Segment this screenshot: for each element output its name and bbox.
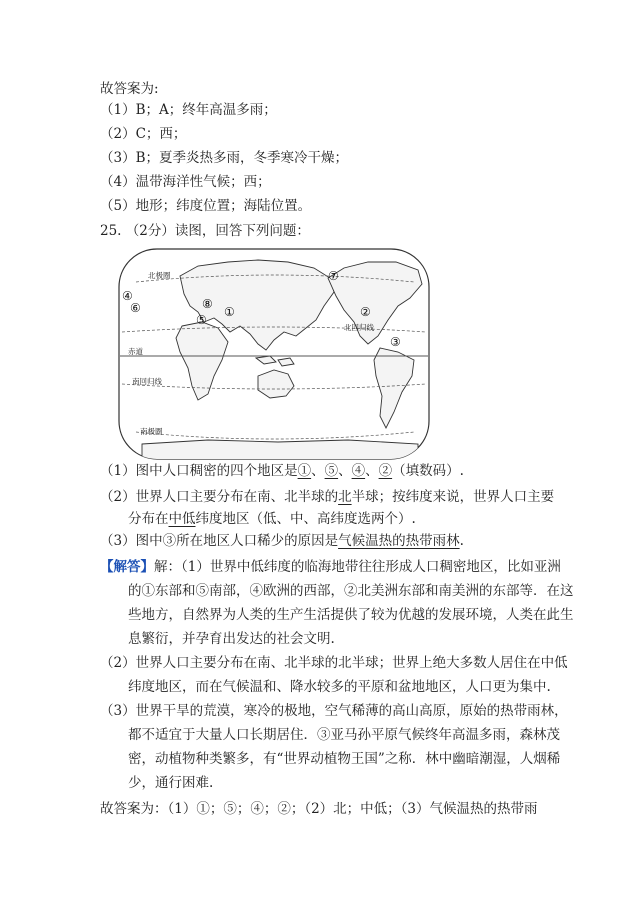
tropic-cancer-label: 北回归线 <box>344 323 374 332</box>
solution-p3-line-4: 少，通行困难. <box>128 775 214 791</box>
q1-sep-3: 、 <box>365 463 379 479</box>
q3-suffix: . <box>459 533 464 549</box>
prev-answer-line-5: （5）地形；纬度位置；海陆位置。 <box>100 198 312 214</box>
final-answer: 故答案为：（1）①；⑤；④；②；（2）北；中低；（3）气候温热的热带雨 <box>100 801 538 817</box>
prev-answer-line-4: （4）温带海洋性气候；西； <box>100 174 271 190</box>
solution-p3-line-3: 密，动植物种类繁多，有“世界动植物王国”之称．林中幽暗潮湿，人烟稀 <box>128 751 561 767</box>
q3-answer: 气候温热的热带雨林 <box>338 533 460 549</box>
q1-answer-3: ④ <box>351 463 366 479</box>
region-marker-8: ⑧ <box>202 297 213 311</box>
q3-prefix: （3）图中③所在地区人口稀少的原因是 <box>100 533 339 549</box>
q1-answer-4: ② <box>378 463 393 479</box>
region-marker-3: ③ <box>390 335 401 349</box>
solution-line-1 <box>100 558 561 576</box>
prev-answer-heading: 故答案为: <box>100 81 159 97</box>
question-header <box>100 222 310 240</box>
region-marker-5: ⑤ <box>196 313 207 327</box>
solution-tag: 【解答】 <box>100 559 154 575</box>
region-marker-6: ⑥ <box>130 301 141 315</box>
question-number: 25. <box>100 223 122 239</box>
q1-answer-2: ⑤ <box>324 463 339 479</box>
solution-p1-line-1: （1）世界中低纬度的临海地带往往形成人口稠密地区，比如亚洲 <box>181 559 561 575</box>
prev-answer-line-3: （3）B；夏季炎热多雨，冬季寒冷干燥； <box>100 150 349 166</box>
q2-suffix: 纬度地区（低、中、高纬度选两个）. <box>195 511 416 527</box>
prev-answer-line-2: （2）C；西； <box>100 126 187 142</box>
q2-line2-prefix: 分布在 <box>128 511 169 527</box>
antarctica-landmass <box>142 440 418 460</box>
sub-question-2-line-2 <box>128 510 416 528</box>
arctic-circle-label: 北极圈 <box>148 271 171 280</box>
q1-prefix: （1）图中人口稠密的四个地区是 <box>100 463 298 479</box>
solution-p1-line-2: 的①东部和⑤南部，④欧洲的西部，②北美洲东部和南美洲的东部等．在这 <box>128 583 574 599</box>
q1-answer-1: ① <box>297 463 312 479</box>
solution-p1-line-4: 息繁衍，并孕育出发达的社会文明. <box>128 631 335 647</box>
prev-answer-line-1: （1）B；A；终年高温多雨； <box>100 102 277 118</box>
solution-p3-line-2: 都不适宜于大量人口长期居住．③亚马孙平原气候终年高温多雨，森林茂 <box>128 727 560 743</box>
q2-mid: 半球；按纬度来说，世界人口主要 <box>351 489 555 505</box>
solution-tag-suffix: 解： <box>154 559 181 575</box>
region-marker-7: ⑦ <box>328 269 339 283</box>
sub-question-2-line-1 <box>100 488 554 506</box>
q2-answer-1: 北 <box>338 489 352 505</box>
region-marker-1: ① <box>224 305 235 319</box>
q1-sep-1: 、 <box>311 463 325 479</box>
region-marker-2: ② <box>360 305 371 319</box>
q1-suffix: （填数码）. <box>392 463 464 479</box>
question-stem: （2分）读图，回答下列问题： <box>125 223 310 239</box>
region-marker-4: ④ <box>122 289 133 303</box>
sub-question-3 <box>100 532 464 550</box>
world-map <box>118 248 430 460</box>
equator-label: 赤道 <box>128 347 143 356</box>
solution-p3-line-1: （3）世界干旱的荒漠，寒冷的极地，空气稀薄的高山高原，原始的热带雨林， <box>100 703 568 719</box>
sub-question-1 <box>100 462 464 480</box>
antarctic-circle-label: 南极圈 <box>140 427 163 436</box>
solution-p1-line-3: 些地方，自然界为人类的生产生活提供了较为优越的发展环境，人类在此生 <box>128 607 574 623</box>
q1-sep-2: 、 <box>338 463 352 479</box>
q2-answer-2: 中低 <box>168 511 196 527</box>
solution-p2-line-1: （2）世界人口主要分布在南、北半球的北半球；世界上绝大多数人居住在中低 <box>100 655 568 671</box>
solution-p2-line-2: 纬度地区，而在气候温和、降水较多的平原和盆地地区，人口更为集中. <box>128 679 551 695</box>
q2-prefix: （2）世界人口主要分布在南、北半球的 <box>100 489 339 505</box>
tropic-capricorn-label: 南回归线 <box>132 377 162 386</box>
